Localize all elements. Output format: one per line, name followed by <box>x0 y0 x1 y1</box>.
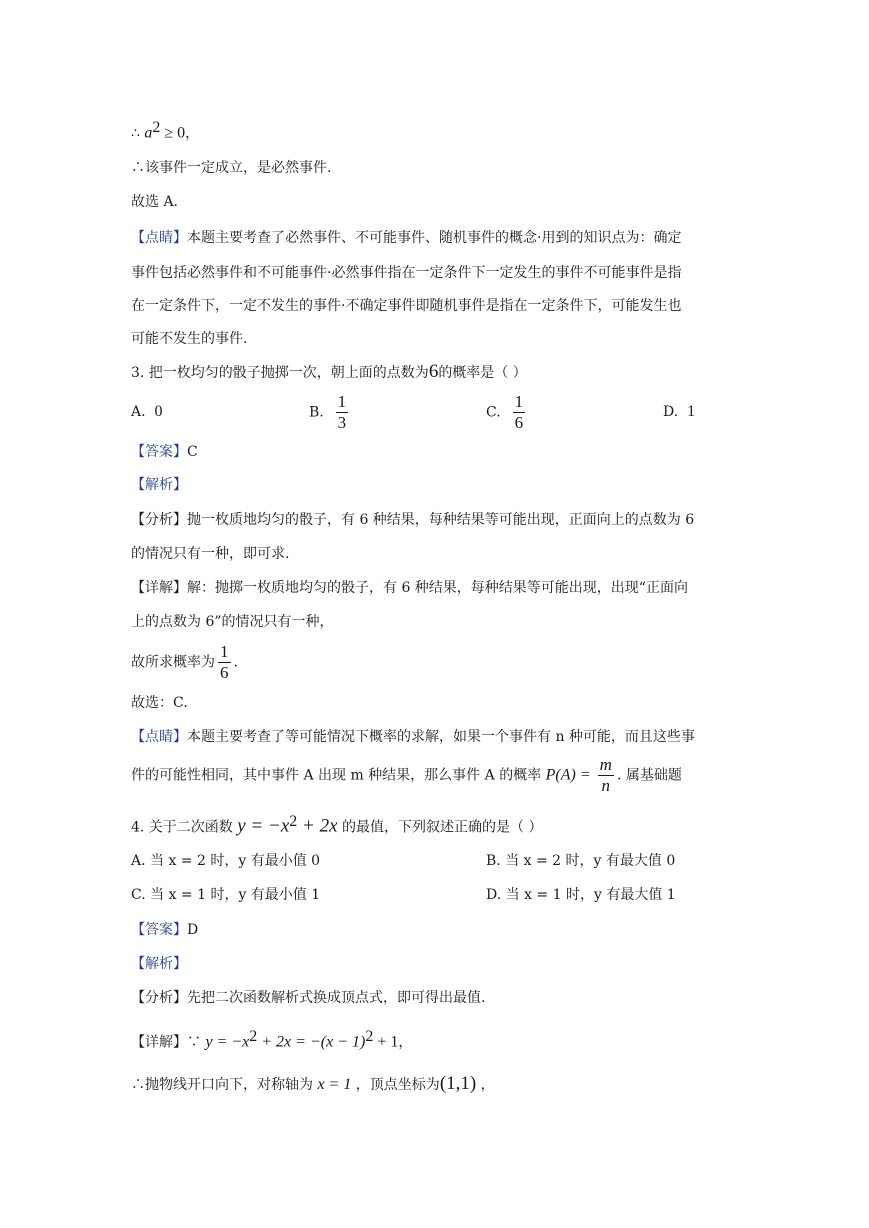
math-coordinate: (1,1) <box>439 1073 477 1094</box>
fenxi-line-2: 的情况只有一种，即可求. <box>131 546 290 562</box>
math-exponent: 2 <box>152 119 161 136</box>
denominator: 6 <box>514 413 524 432</box>
option-label: D. <box>663 404 679 420</box>
option-label: C. <box>486 404 501 421</box>
numerator: 1 <box>337 392 347 411</box>
fenxi-tag: 【分析】 <box>131 990 187 1006</box>
xiangjie-text: 解：抛掷一枚质地均匀的骰子，有 6 种结果，每种结果等可能出现，出现“正面向 <box>187 580 688 596</box>
fenxi-text: 抛一枚质地均匀的骰子，有 6 种结果，每种结果等可能出现，正面向上的点数为 6 <box>187 512 695 528</box>
jiexi-tag: 【解析】 <box>131 956 187 972</box>
option-d: D. 当 x = 1 时，y 有最大值 1 <box>486 887 676 903</box>
math-exponent: 2 <box>289 813 298 830</box>
numerator: 1 <box>514 392 524 411</box>
numerator: m <box>599 755 612 774</box>
stem-text: 的概率是（ ） <box>438 365 527 381</box>
dianjing-line-2 <box>131 755 682 796</box>
option-value: 1 <box>687 403 696 420</box>
text-line: 故选 A. <box>131 194 179 210</box>
denominator: n <box>601 776 611 795</box>
xiangjie-line-1 <box>131 578 688 598</box>
denominator: 3 <box>337 413 347 432</box>
therefore-symbol: ∴ <box>131 125 145 142</box>
dianjing-line-3: 在一定条件下，一定不发生的事件·不确定事件即随机事件是指在一定条件下，可能发生也 <box>131 298 682 314</box>
math-var: a <box>144 124 153 142</box>
dianjing-line-1 <box>131 228 681 248</box>
numerator: 1 <box>220 642 229 661</box>
math-formula: + 1 <box>373 1033 399 1051</box>
xiangjie-line-2: 上的点数为 6”的情况只有一种， <box>131 614 334 630</box>
answer-value: C <box>187 444 198 460</box>
stem-text: 3. 把一枚均匀的骰子抛掷一次，朝上面的点数为 <box>131 365 429 381</box>
dianjing-text: 本题主要考查了等可能情况下概率的求解，如果一个事件有 n 种可能，而且这些事 <box>187 729 695 745</box>
math-formula: + 2x <box>297 815 338 837</box>
dianjing-text: 本题主要考查了必然事件、不可能事件、随机事件的概念·用到的知识点为：确定 <box>187 230 682 246</box>
result-line <box>131 642 238 683</box>
conclusion-text: ∴抛物线开口向下，对称轴为 <box>131 1077 318 1093</box>
punctuation: ， <box>185 125 200 142</box>
math-exponent: 2 <box>249 1028 258 1045</box>
stem-text: 4. 关于二次函数 <box>131 819 238 836</box>
jiexi-line <box>131 954 187 974</box>
dianjing-line-1 <box>131 727 695 747</box>
math-formula: y = −x <box>237 815 290 837</box>
math-formula: P(A) = <box>545 766 595 784</box>
punctuation: . <box>233 654 238 671</box>
conclusion-line <box>131 1074 495 1095</box>
fraction <box>598 755 614 796</box>
fraction <box>336 392 349 433</box>
xiangjie-tag: 【详解】 <box>131 1034 187 1051</box>
punctuation: ， <box>398 1034 413 1051</box>
answer-tag: 【答案】 <box>131 922 187 938</box>
math-formula: + 2x = − <box>257 1033 321 1051</box>
answer-line <box>131 920 198 940</box>
option-label: B. <box>309 404 324 421</box>
option-a: A. 当 x = 2 时，y 有最小值 0 <box>131 853 321 869</box>
choose-line: 故选：C. <box>131 695 188 711</box>
option-b: B. 当 x = 2 时，y 有最大值 0 <box>486 853 676 869</box>
fenxi-line-1 <box>131 510 694 530</box>
denominator: 6 <box>220 663 229 682</box>
option-d <box>663 402 695 422</box>
because-symbol: ∵ <box>187 1034 206 1051</box>
xiangjie-line <box>131 1027 412 1053</box>
question-3-stem <box>131 362 527 383</box>
stem-text: 的最值，下列叙述正确的是（ ） <box>337 819 543 836</box>
math-formula: y = −x <box>205 1033 250 1051</box>
option-c <box>486 392 528 433</box>
answer-tag: 【答案】 <box>131 444 187 460</box>
jiexi-line <box>131 475 187 495</box>
text-line <box>131 118 199 144</box>
question-4-stem <box>131 812 542 838</box>
dianjing-line-2: 事件包括必然事件和不可能事件·必然事件指在一定条件下一定发生的事件不可能事件是指 <box>131 265 682 281</box>
dianjing-line-4: 可能不发生的事件. <box>131 331 248 347</box>
math-formula: x = 1 <box>317 1076 352 1093</box>
answer-line <box>131 442 198 462</box>
option-a <box>131 402 162 422</box>
fenxi-text: 先把二次函数解析式换成顶点式，即可得出最值. <box>187 990 486 1006</box>
conclusion-text: ，顶点坐标为 <box>351 1077 440 1093</box>
dianjing-text: 件的可能性相同，其中事件 A 出现 m 种结果，那么事件 A 的概率 <box>131 767 546 784</box>
fenxi-line <box>131 988 485 1008</box>
dianjing-tag: 【点睛】 <box>131 230 187 246</box>
result-text: 故所求概率为 <box>131 654 215 671</box>
answer-value: D <box>187 922 199 938</box>
dianjing-text: . 属基础题 <box>616 767 682 784</box>
jiexi-tag: 【解析】 <box>131 477 187 493</box>
option-c: C. 当 x = 1 时，y 有最小值 1 <box>131 887 321 903</box>
option-label: A. <box>131 404 146 420</box>
fraction <box>218 642 231 683</box>
dianjing-tag: 【点睛】 <box>131 729 187 745</box>
xiangjie-tag: 【详解】 <box>131 580 187 596</box>
fenxi-tag: 【分析】 <box>131 512 187 528</box>
fraction <box>513 392 526 433</box>
text-line: ∴该事件一定成立，是必然事件. <box>131 160 332 176</box>
math-inequality: ≥ 0 <box>160 124 186 142</box>
option-b <box>309 392 351 433</box>
punctuation: ， <box>476 1077 495 1093</box>
math-formula: (x − 1) <box>320 1033 366 1051</box>
math-number: 6 <box>428 361 439 382</box>
math-exponent: 2 <box>365 1028 374 1045</box>
option-value: 0 <box>154 403 163 420</box>
